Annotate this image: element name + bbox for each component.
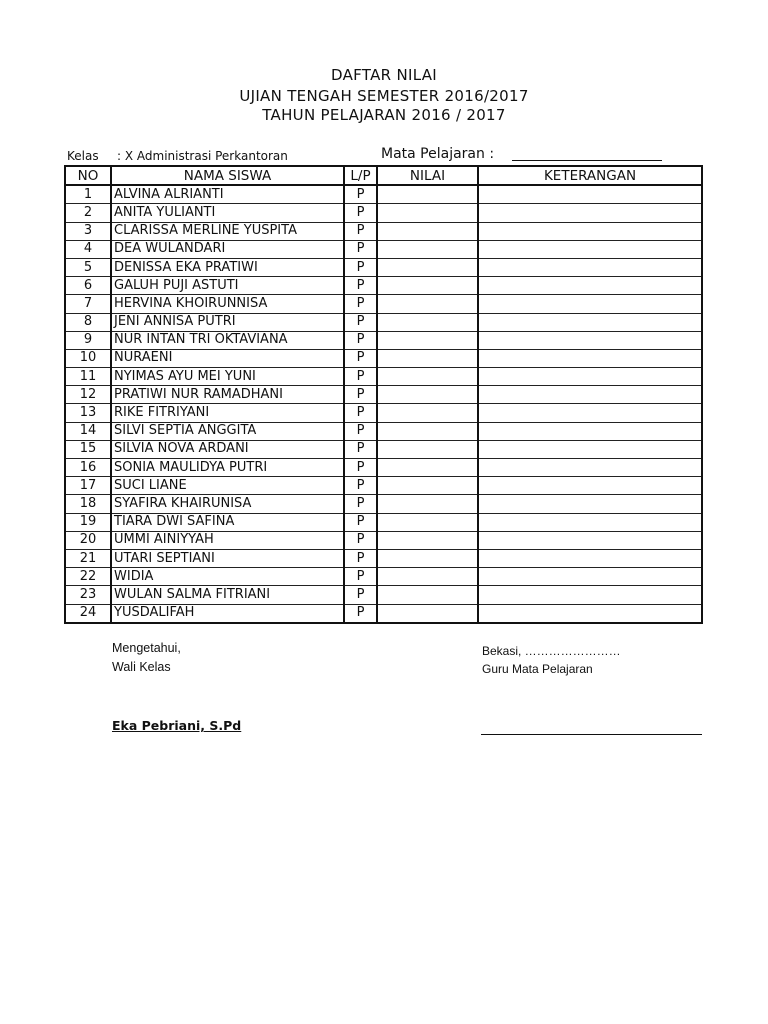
grade-table: [64, 165, 703, 624]
row-nama-siswa: TIARA DWI SAFINA: [111, 513, 344, 531]
row-keterangan-cell: [478, 495, 702, 513]
row-no: 22: [65, 568, 111, 586]
row-nilai-cell: [377, 222, 478, 240]
row-nama-siswa: SUCI LIANE: [111, 477, 344, 495]
row-lp: P: [344, 368, 377, 386]
row-nama-siswa: YUSDALIFAH: [111, 604, 344, 623]
table-row: [65, 185, 702, 204]
table-row: [65, 513, 702, 531]
row-no: 7: [65, 295, 111, 313]
row-nama-siswa: SILVIA NOVA ARDANI: [111, 440, 344, 458]
kelas-value: : X Administrasi Perkantoran: [117, 149, 288, 163]
row-nama-siswa: PRATIWI NUR RAMADHANI: [111, 386, 344, 404]
table-row: [65, 477, 702, 495]
row-lp: P: [344, 240, 377, 258]
row-keterangan-cell: [478, 513, 702, 531]
row-lp: P: [344, 331, 377, 349]
table-row: [65, 349, 702, 367]
table-row: [65, 204, 702, 222]
row-lp: P: [344, 386, 377, 404]
table-row: [65, 277, 702, 295]
row-nama-siswa: WIDIA: [111, 568, 344, 586]
document-title: DAFTAR NILAI: [331, 66, 437, 84]
row-nilai-cell: [377, 440, 478, 458]
row-nilai-cell: [377, 277, 478, 295]
row-nama-siswa: UMMI AINIYYAH: [111, 531, 344, 549]
row-nilai-cell: [377, 459, 478, 477]
table-row: [65, 568, 702, 586]
table-row: [65, 240, 702, 258]
row-nama-siswa: SONIA MAULIDYA PUTRI: [111, 459, 344, 477]
grade-table-body: [65, 185, 702, 623]
row-no: 13: [65, 404, 111, 422]
row-nilai-cell: [377, 422, 478, 440]
column-header-nama-siswa: NAMA SISWA: [111, 166, 344, 185]
row-no: 23: [65, 586, 111, 604]
row-no: 10: [65, 349, 111, 367]
row-nilai-cell: [377, 258, 478, 276]
row-no: 4: [65, 240, 111, 258]
row-nilai-cell: [377, 549, 478, 567]
row-nilai-cell: [377, 495, 478, 513]
row-no: 3: [65, 222, 111, 240]
row-no: 14: [65, 422, 111, 440]
row-keterangan-cell: [478, 331, 702, 349]
wali-kelas-name: Eka Pebriani, S.Pd: [112, 718, 242, 733]
row-no: 1: [65, 185, 111, 204]
row-keterangan-cell: [478, 240, 702, 258]
row-no: 21: [65, 549, 111, 567]
row-no: 2: [65, 204, 111, 222]
row-keterangan-cell: [478, 568, 702, 586]
row-lp: P: [344, 222, 377, 240]
row-keterangan-cell: [478, 295, 702, 313]
row-keterangan-cell: [478, 549, 702, 567]
column-header-keterangan: KETERANGAN: [478, 166, 702, 185]
row-no: 24: [65, 604, 111, 623]
table-row: [65, 422, 702, 440]
table-row: [65, 604, 702, 623]
table-row: [65, 495, 702, 513]
column-header-no: NO: [65, 166, 111, 185]
row-nilai-cell: [377, 513, 478, 531]
wali-kelas-label: Wali Kelas: [112, 660, 171, 674]
row-nilai-cell: [377, 313, 478, 331]
row-nilai-cell: [377, 349, 478, 367]
row-lp: P: [344, 495, 377, 513]
row-lp: P: [344, 568, 377, 586]
guru-signature-line: [481, 734, 702, 735]
row-keterangan-cell: [478, 459, 702, 477]
row-nama-siswa: DEA WULANDARI: [111, 240, 344, 258]
row-nama-siswa: DENISSA EKA PRATIWI: [111, 258, 344, 276]
row-keterangan-cell: [478, 258, 702, 276]
row-keterangan-cell: [478, 422, 702, 440]
mata-pelajaran-blank-line: [512, 160, 662, 161]
table-row: [65, 440, 702, 458]
row-keterangan-cell: [478, 204, 702, 222]
row-nama-siswa: JENI ANNISA PUTRI: [111, 313, 344, 331]
row-lp: P: [344, 531, 377, 549]
row-keterangan-cell: [478, 604, 702, 623]
row-keterangan-cell: [478, 349, 702, 367]
row-nilai-cell: [377, 586, 478, 604]
row-nama-siswa: NYIMAS AYU MEI YUNI: [111, 368, 344, 386]
row-nilai-cell: [377, 477, 478, 495]
row-lp: P: [344, 440, 377, 458]
row-no: 18: [65, 495, 111, 513]
row-lp: P: [344, 185, 377, 204]
row-keterangan-cell: [478, 185, 702, 204]
row-nilai-cell: [377, 295, 478, 313]
row-nama-siswa: HERVINA KHOIRUNNISA: [111, 295, 344, 313]
row-nama-siswa: ANITA YULIANTI: [111, 204, 344, 222]
row-lp: P: [344, 313, 377, 331]
guru-mapel-label: Guru Mata Pelajaran: [482, 662, 593, 676]
table-row: [65, 531, 702, 549]
row-nilai-cell: [377, 185, 478, 204]
row-nilai-cell: [377, 404, 478, 422]
row-lp: P: [344, 513, 377, 531]
table-row: [65, 331, 702, 349]
table-row: [65, 549, 702, 567]
row-nama-siswa: WULAN SALMA FITRIANI: [111, 586, 344, 604]
mengetahui-label: Mengetahui,: [112, 641, 181, 655]
row-no: 6: [65, 277, 111, 295]
table-row: [65, 258, 702, 276]
row-keterangan-cell: [478, 477, 702, 495]
row-nama-siswa: SYAFIRA KHAIRUNISA: [111, 495, 344, 513]
mata-pelajaran-label: Mata Pelajaran :: [381, 146, 495, 162]
table-row: [65, 222, 702, 240]
row-nama-siswa: CLARISSA MERLINE YUSPITA: [111, 222, 344, 240]
row-no: 8: [65, 313, 111, 331]
table-row: [65, 459, 702, 477]
table-header-row: [65, 166, 702, 185]
row-nama-siswa: SILVI SEPTIA ANGGITA: [111, 422, 344, 440]
row-keterangan-cell: [478, 277, 702, 295]
row-keterangan-cell: [478, 440, 702, 458]
row-nama-siswa: NURAENI: [111, 349, 344, 367]
row-nama-siswa: RIKE FITRIYANI: [111, 404, 344, 422]
row-lp: P: [344, 258, 377, 276]
row-keterangan-cell: [478, 531, 702, 549]
row-lp: P: [344, 295, 377, 313]
row-nilai-cell: [377, 331, 478, 349]
row-no: 17: [65, 477, 111, 495]
row-nama-siswa: NUR INTAN TRI OKTAVIANA: [111, 331, 344, 349]
row-no: 9: [65, 331, 111, 349]
row-keterangan-cell: [478, 368, 702, 386]
row-no: 15: [65, 440, 111, 458]
row-nama-siswa: UTARI SEPTIANI: [111, 549, 344, 567]
row-no: 19: [65, 513, 111, 531]
column-header-nilai: NILAI: [377, 166, 478, 185]
table-row: [65, 386, 702, 404]
table-row: [65, 368, 702, 386]
row-nama-siswa: GALUH PUJI ASTUTI: [111, 277, 344, 295]
row-nilai-cell: [377, 368, 478, 386]
row-keterangan-cell: [478, 586, 702, 604]
column-header-lp: L/P: [344, 166, 377, 185]
row-lp: P: [344, 404, 377, 422]
row-no: 12: [65, 386, 111, 404]
row-lp: P: [344, 586, 377, 604]
row-nama-siswa: ALVINA ALRIANTI: [111, 185, 344, 204]
row-no: 5: [65, 258, 111, 276]
row-keterangan-cell: [478, 313, 702, 331]
table-row: [65, 313, 702, 331]
row-lp: P: [344, 204, 377, 222]
row-lp: P: [344, 604, 377, 623]
row-lp: P: [344, 459, 377, 477]
row-lp: P: [344, 277, 377, 295]
row-nilai-cell: [377, 204, 478, 222]
table-row: [65, 295, 702, 313]
table-row: [65, 404, 702, 422]
row-keterangan-cell: [478, 222, 702, 240]
row-lp: P: [344, 477, 377, 495]
row-keterangan-cell: [478, 386, 702, 404]
kelas-label: Kelas: [67, 149, 99, 163]
row-lp: P: [344, 549, 377, 567]
row-nilai-cell: [377, 604, 478, 623]
document-subtitle-year: TAHUN PELAJARAN 2016 / 2017: [262, 106, 506, 124]
row-no: 16: [65, 459, 111, 477]
row-nilai-cell: [377, 386, 478, 404]
row-nilai-cell: [377, 568, 478, 586]
row-nilai-cell: [377, 240, 478, 258]
row-nilai-cell: [377, 531, 478, 549]
row-keterangan-cell: [478, 404, 702, 422]
row-no: 11: [65, 368, 111, 386]
place-date-label: Bekasi, ……………………: [482, 644, 621, 658]
document-subtitle-exam: UJIAN TENGAH SEMESTER 2016/2017: [239, 87, 529, 105]
row-lp: P: [344, 349, 377, 367]
row-no: 20: [65, 531, 111, 549]
row-lp: P: [344, 422, 377, 440]
table-row: [65, 586, 702, 604]
